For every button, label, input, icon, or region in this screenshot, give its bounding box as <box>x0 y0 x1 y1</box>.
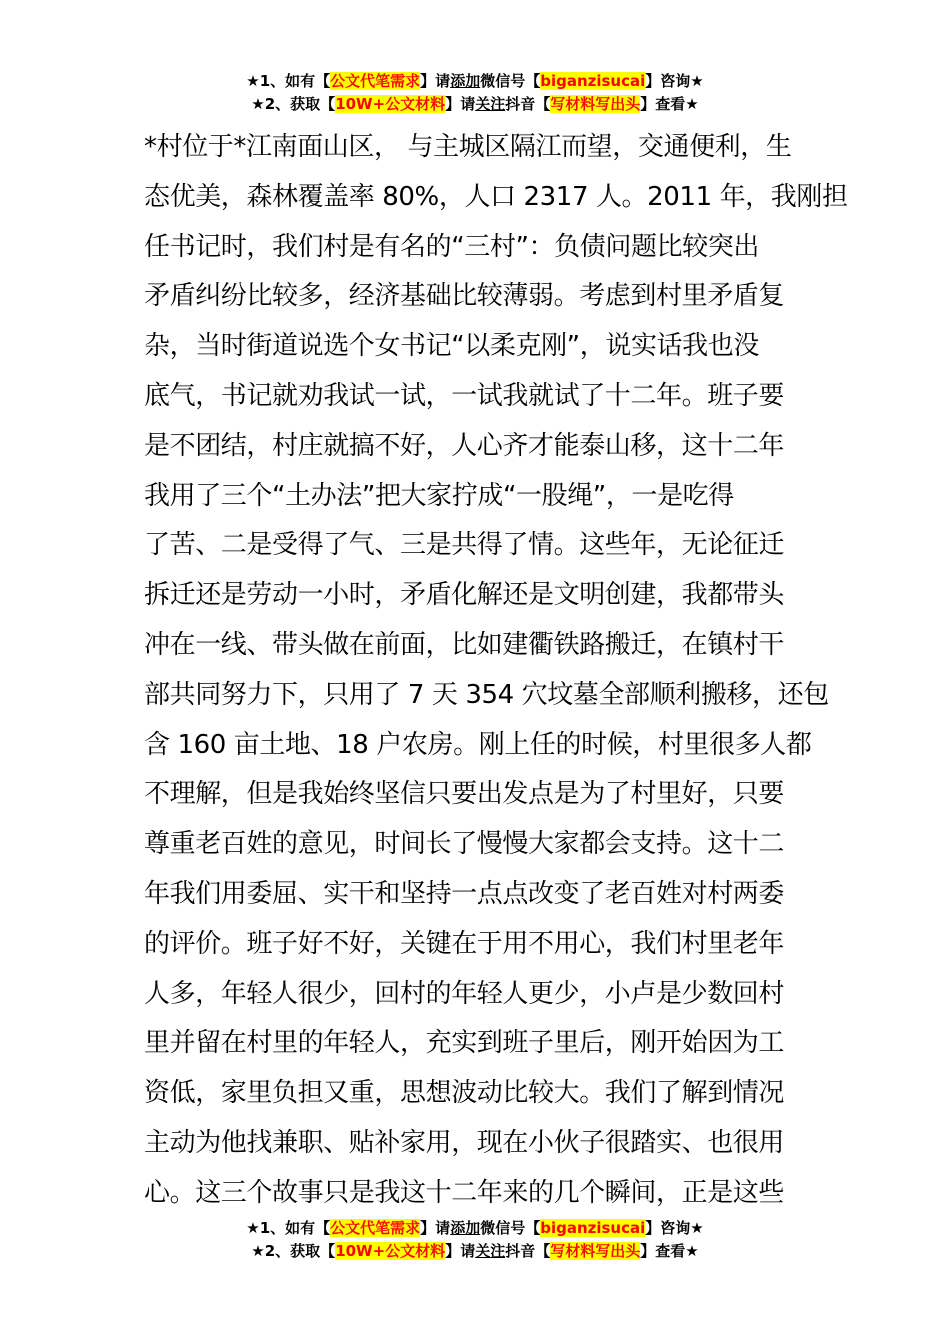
body-line: 心。这三个故事只是我这十二年来的几个瞬间，正是这些 <box>144 1177 785 1208</box>
banner-text: 】请 <box>420 72 451 90</box>
banner-text: 微信号【 <box>480 72 541 90</box>
banner-text: ★1、如有【 <box>246 1219 331 1237</box>
banner-text: 抖音【 <box>505 95 551 113</box>
body-line: 杂，当时街道说选个女书记“以柔克刚”，说实话我也没 <box>144 331 759 362</box>
banner-highlight: 10W+公文材料 <box>335 95 446 113</box>
body-line: 人多，年轻人很少，回村的年轻人更少，小卢是少数回村 <box>144 978 785 1009</box>
banner-underline: 关注 <box>475 1242 506 1260</box>
banner-line-2 <box>0 1240 950 1263</box>
body-line: 拆迁还是劳动一小时，矛盾化解还是文明创建，我都带头 <box>144 580 785 611</box>
body-line: 我用了三个“土办法”把大家拧成“一股绳”，一是吃得 <box>144 480 734 511</box>
banner-highlight: 公文代笔需求 <box>330 72 421 90</box>
banner-highlight: biganzisucai <box>540 72 646 90</box>
banner-underline: 添加 <box>450 1219 481 1237</box>
body-line: 的评价。班子好不好，关键在于用不用心，我们村里老年 <box>144 928 785 959</box>
body-line: 不理解，但是我始终坚信只要出发点是为了村里好，只要 <box>144 779 785 810</box>
banner-line-1 <box>0 1217 950 1240</box>
banner-highlight: 写材料写出头 <box>550 1242 641 1260</box>
banner-text: ★1、如有【 <box>246 72 331 90</box>
body-line: 矛盾纠纷比较多，经济基础比较薄弱。考虑到村里矛盾复 <box>144 281 785 312</box>
body-line: 态优美，森林覆盖率 80%，人口 2317 人。2011 年，我刚担 <box>144 181 848 212</box>
banner-text: 】查看★ <box>640 1242 699 1260</box>
banner-highlight: 写材料写出头 <box>550 95 641 113</box>
body-line: 部共同努力下，只用了 7 天 354 穴坟墓全部顺利搬移，还包 <box>144 679 829 710</box>
body-line: 主动为他找兼职、贴补家用，现在小伙子很踏实、也很用 <box>144 1127 785 1158</box>
banner-highlight: biganzisucai <box>540 1219 646 1237</box>
body-line: 含 160 亩土地、18 户农房。刚上任的时候，村里很多人都 <box>144 729 812 760</box>
banner-highlight: 公文代笔需求 <box>330 1219 421 1237</box>
header-banner <box>0 70 950 116</box>
banner-text: ★2、获取【 <box>251 1242 336 1260</box>
banner-text: ★2、获取【 <box>251 95 336 113</box>
body-line: 是不团结，村庄就搞不好，人心齐才能泰山移，这十二年 <box>144 430 785 461</box>
body-line: 底气，书记就劝我试一试，一试我就试了十二年。班子要 <box>144 380 785 411</box>
banner-underline: 关注 <box>475 95 506 113</box>
body-line: 年我们用委屈、实干和坚持一点点改变了老百姓对村两委 <box>144 878 785 909</box>
body-line: 尊重老百姓的意见，时间长了慢慢大家都会支持。这十二 <box>144 829 785 860</box>
body-line: 资低，家里负担又重，思想波动比较大。我们了解到情况 <box>144 1078 785 1109</box>
banner-line-2 <box>0 93 950 116</box>
banner-text: 微信号【 <box>480 1219 541 1237</box>
banner-text: 】请 <box>445 1242 476 1260</box>
banner-text: 】查看★ <box>640 95 699 113</box>
body-line: 任书记时，我们村是有名的“三村”：负债问题比较突出 <box>144 231 759 262</box>
banner-highlight: 10W+公文材料 <box>335 1242 446 1260</box>
document-body <box>144 123 848 1219</box>
body-line: 了苦、二是受得了气、三是共得了情。这些年，无论征迁 <box>144 530 785 561</box>
banner-text: 】请 <box>445 95 476 113</box>
banner-text: 抖音【 <box>505 1242 551 1260</box>
banner-line-1 <box>0 70 950 93</box>
banner-text: 】咨询★ <box>645 72 704 90</box>
banner-text: 】咨询★ <box>645 1219 704 1237</box>
body-line: *村位于*江南面山区， 与主城区隔江而望，交通便利，生 <box>144 132 792 162</box>
body-line: 里并留在村里的年轻人，充实到班子里后，刚开始因为工 <box>144 1028 785 1059</box>
footer-banner <box>0 1217 950 1263</box>
banner-text: 】请 <box>420 1219 451 1237</box>
body-line: 冲在一线、带头做在前面，比如建衢铁路搬迁，在镇村干 <box>144 629 785 660</box>
banner-underline: 添加 <box>450 72 481 90</box>
